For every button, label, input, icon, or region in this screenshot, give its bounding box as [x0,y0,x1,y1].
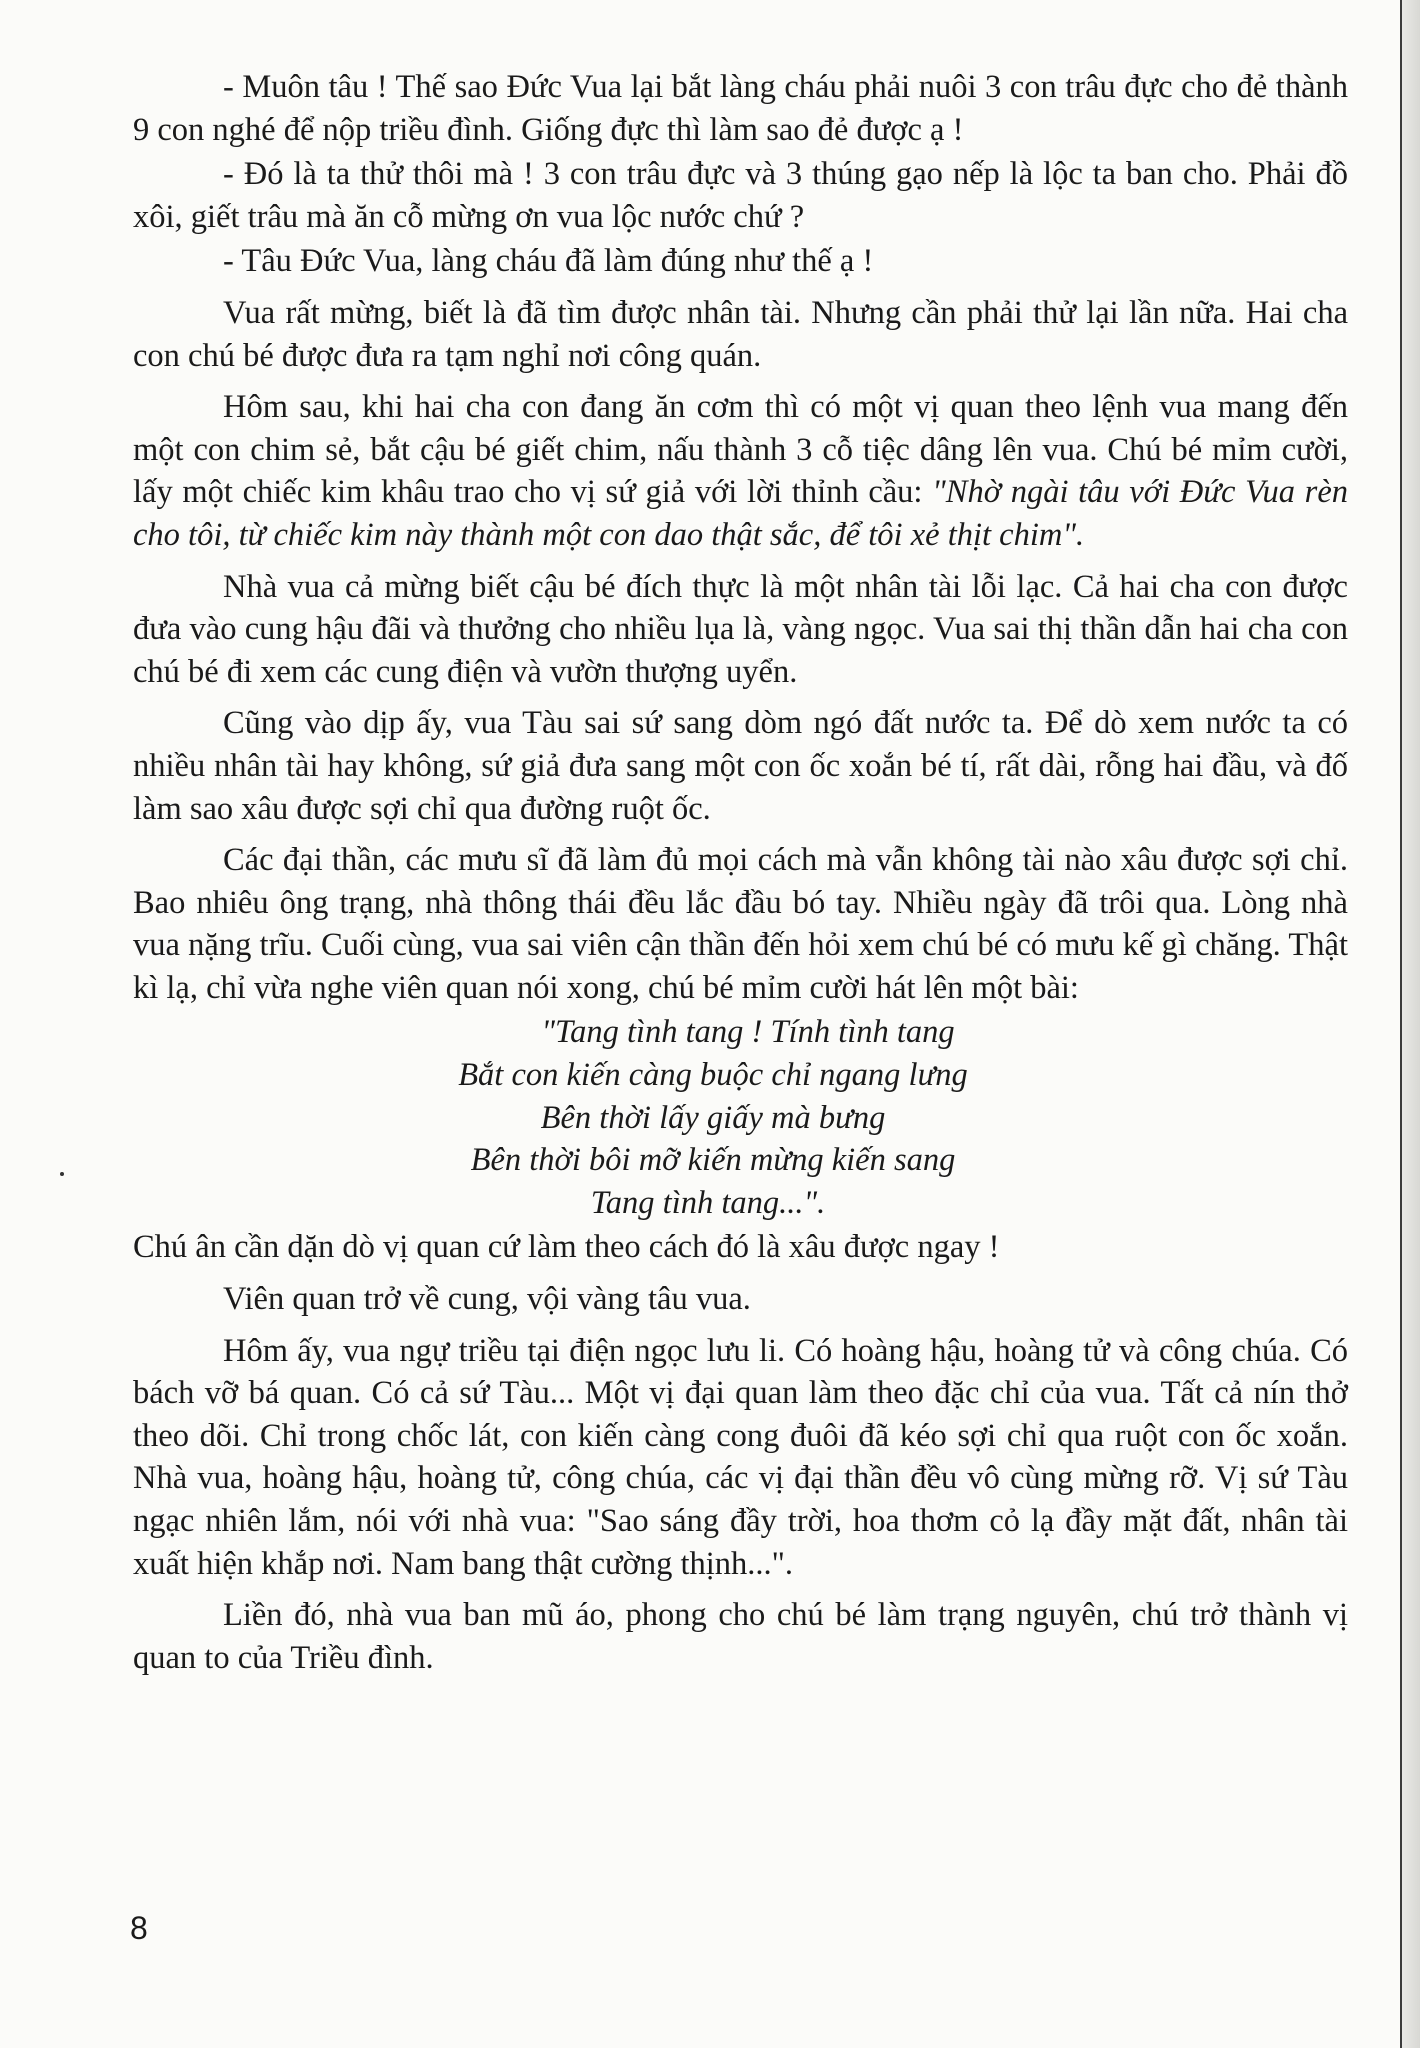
paragraph-1: - Muôn tâu ! Thế sao Đức Vua lại bắt làng cháu phải nuôi 3 con trâu đực cho đẻ thành 9 con nghé để nộp triều đình. Giống đực thì làm sao đẻ được ạ ! [133,69,1348,148]
paragraph-5 [133,386,1348,556]
paragraph-4: Vua rất mừng, biết là đã tìm được nhân tài. Nhưng cần phải thử lại lần nữa. Hai cha con chú bé được đưa ra tạm nghỉ nơi công quán. [133,294,1348,374]
paragraph-5-quote: "Nhờ ngài tâu với Đức Vua rèn cho tôi, từ chiếc kim này thành một con dao thật sắc, để tôi xẻ thịt chim". [133,474,1348,553]
paragraph-6: Nhà vua cả mừng biết cậu bé đích thực là một nhân tài lỗi lạc. Cả hai cha con được đưa vào cung hậu đãi và thưởng cho nhiều lụa là, vàng ngọc. Vua sai thị thần dẫn hai cha con chú bé đi xem các cung điện và vườn thượng uyển. [133,568,1348,690]
page-edge [1400,0,1420,2048]
paragraph-11: Liền đó, nhà vua ban mũ áo, phong cho chú bé làm trạng nguyên, chú trở thành vị quan to của Triều đình. [133,1597,1348,1676]
verse-line-2: Bắt con kiến càng buộc chỉ ngang lưng [458,1057,968,1094]
paragraph-9: Viên quan trở về cung, vội vàng tâu vua. [223,1281,751,1318]
page-number: 8 [130,1910,148,1946]
paragraph-5-text: Hôm sau, khi hai cha con đang ăn cơm thì có một vị quan theo lệnh vua mang đến một con chim sẻ, bắt cậu bé giết chim, nấu thành 3 cỗ tiệc dâng lên vua. Chú bé mỉm cười, lấy một chiếc kim khâu trao cho vị sứ giả với lời thỉnh cầu: [133,389,1348,511]
paragraph-8: Các đại thần, các mưu sĩ đã làm đủ mọi cách mà vẫn không tài nào xâu được sợi chỉ. Bao nhiêu ông trạng, nhà thông thái đều lắc đầu bó tay. Nhiều ngày đã trôi qua. Lòng nhà vua nặng trĩu. Cuối cùng, vua sai viên cận thần đến hỏi xem chú bé có mưu kế gì chăng. Thật kì lạ, chỉ vừa nghe viên quan nói xong, chú bé mỉm cười hát lên một bài: [133,842,1348,1006]
paragraph-after-verse: Chú ân cần dặn dò vị quan cứ làm theo cách đó là xâu được ngay ! [133,1229,1000,1266]
verse-line-1: "Tang tình tang ! Tính tình tang [541,1014,955,1051]
paragraph-7: Cũng vào dịp ấy, vua Tàu sai sứ sang dòm ngó đất nước ta. Để dò xem nước ta có nhiều nhân tài hay không, sứ giả đưa sang một con ốc xoắn bé tí, rất dài, rỗng hai đầu, và đố làm sao xâu được sợi chỉ qua đường ruột ốc. [133,705,1348,827]
verse-line-4: Bên thời bôi mỡ kiến mừng kiến sang [470,1142,956,1179]
paragraph-2: - Đó là ta thử thôi mà ! 3 con trâu đực và 3 thúng gạo nếp là lộc ta ban cho. Phải đồ xôi, giết trâu mà ăn cỗ mừng ơn vua lộc nước chứ ? [133,156,1348,235]
paragraph-3: - Tâu Đức Vua, làng cháu đã làm đúng như thế ạ ! [223,243,874,280]
print-speck [60,1172,64,1176]
paragraph-10: Hôm ấy, vua ngự triều tại điện ngọc lưu li. Có hoàng hậu, hoàng tử và công chúa. Có bách vỡ bá quan. Có cả sứ Tàu... Một vị đại quan làm theo đặc chỉ của vua. Tất cả nín thở theo dõi. Chỉ trong chốc lát, con kiến càng cong đuôi đã kéo sợi chỉ qua ruột con ốc xoắn. Nhà vua, hoàng hậu, hoàng tử, công chúa, các vị đại thần đều vô cùng mừng rỡ. Vị sứ Tàu ngạc nhiên lắm, nói với nhà vua: "Sao sáng đầy trời, hoa thơm cỏ lạ đầy mặt đất, nhân tài xuất hiện khắp nơi. Nam bang thật cường thịnh...". [133,1332,1348,1582]
song-verse [133,1011,1293,1224]
verse-line-3: Bên thời lấy giấy mà bưng [540,1099,886,1136]
verse-line-5: Tang tình tang...". [590,1184,826,1221]
page-body [133,66,1348,1685]
